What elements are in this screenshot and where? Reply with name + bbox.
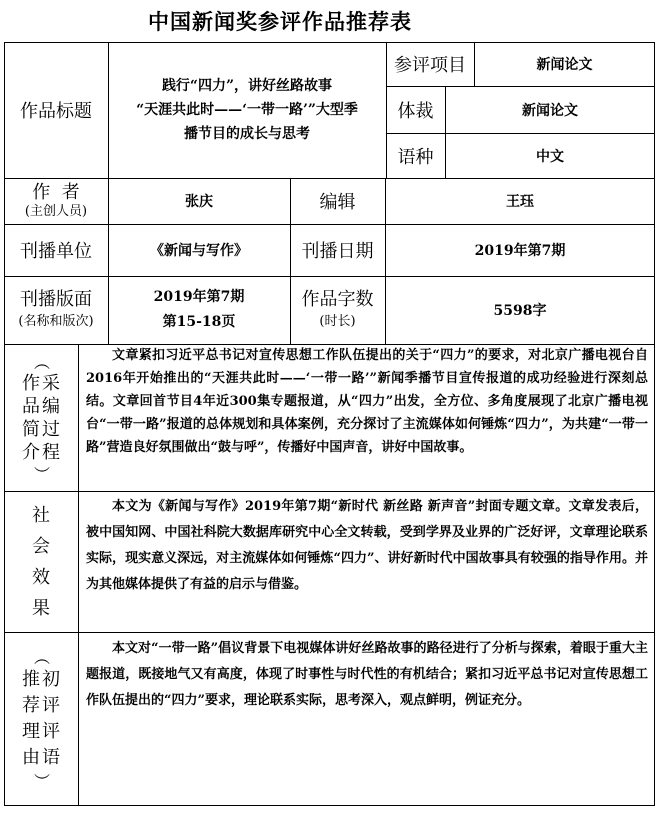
layout-line: 第15-18页 — [162, 314, 236, 330]
label-char: 荐 — [22, 695, 40, 716]
label-char: 采 — [42, 372, 60, 394]
label-char: 品 — [22, 395, 40, 417]
paren-open: （ — [31, 353, 51, 370]
effect-text: 本文为《新闻与写作》2019年第7期“新时代 新丝路 新声音”封面专题文章。文章发表后，被中国知网、中国社科院大数据库研究中心全文转载，受到学界及业界的广泛好评，文章理论联系实际，现实意义深远，对主流媒体如何锤炼“四力”、讲好新时代中国故事具有较强的指导作用。并为其他媒体提供了有益的启示与借鉴。 — [86, 499, 648, 592]
process-text: 文章紧扣习近平总书记对宣传思想工作队伍提出的关于“四力”的要求，对北京广播电视台自2016年开始推出的“天涯共此时——‘一带一路’”新闻季播节目宣传报道的成功经验进行深刻总结。文章回首节目4年近300集专题报道，从“四力”出发，全方位、多角度展现了北京广播电视台“一带一路”报道的总体规划和具体案例，充分探讨了主流媒体如何锤炼“四力”，为共建“一带一路”营造良好氛围做出“鼓与呼”，传播好中国声音，讲好中国故事。 — [86, 348, 648, 455]
recommend-text: 本文对“一带一路”倡议背景下电视媒体讲好丝路故事的路径进行了分析与探索，着眼于重大主题报道，既接地气又有高度，体现了时事性与时代性的有机结合；紧扣习近平总书记对宣传思想工作队伍提出的“四力”要求，理论联系实际，思考深入，观点鲜明，例证充分。 — [86, 641, 648, 708]
label-char: 语 — [42, 747, 60, 768]
genre-label: 体裁 — [397, 100, 434, 122]
layout-sublabel: (名称和版次) — [18, 314, 94, 329]
author-label: 作 者 — [32, 181, 80, 203]
page-title: 中国新闻奖参评作品推荐表 — [148, 9, 412, 34]
layout-value — [108, 276, 290, 344]
layout-line: 2019年第7期 — [153, 289, 245, 305]
label-char: 作 — [22, 372, 40, 394]
author-value: 张庆 — [185, 194, 213, 210]
publish-date-value: 2019年第7期 — [474, 243, 566, 259]
effect-label — [4, 491, 78, 632]
genre-value: 新闻论文 — [522, 102, 578, 119]
author-sublabel: (主创人员) — [24, 203, 88, 219]
editor-value: 王珏 — [506, 194, 534, 210]
work-title-value — [108, 42, 386, 178]
editor-label: 编辑 — [319, 192, 356, 213]
recommend-label — [4, 632, 78, 806]
word-count-value: 5598字 — [493, 303, 547, 319]
label-char: 评 — [42, 721, 60, 742]
entry-item-label: 参评项目 — [394, 55, 466, 76]
label-char: 介 — [22, 441, 40, 463]
word-count-sublabel: (时长) — [319, 314, 356, 329]
publish-date-label: 刊播日期 — [301, 241, 374, 262]
label-char: 评 — [42, 695, 60, 716]
label-char: 程 — [42, 441, 60, 463]
word-count-label-cell — [290, 276, 385, 344]
label-char: 效 — [32, 566, 50, 588]
language-value: 中文 — [536, 148, 564, 165]
label-char: 理 — [22, 721, 40, 742]
label-char: 过 — [42, 418, 60, 440]
paren-close: ） — [31, 772, 51, 790]
label-char: 会 — [32, 535, 50, 557]
paren-open: （ — [31, 648, 51, 666]
layout-label: 刊播版面 — [20, 289, 92, 310]
label-char: 编 — [42, 395, 60, 417]
work-title-label: 作品标题 — [20, 101, 92, 122]
publisher-label: 刊播单位 — [20, 241, 92, 262]
work-title-line: 播节目的成长与思考 — [184, 126, 310, 142]
label-char: 社 — [32, 504, 50, 526]
label-char: 果 — [32, 597, 50, 619]
work-title-line: 践行“四力”，讲好丝路故事 — [161, 78, 333, 94]
label-char: 初 — [42, 669, 60, 690]
layout-label-cell — [4, 276, 108, 344]
publisher-value: 《新闻与写作》 — [150, 243, 248, 259]
work-title-line: “天涯共此时——‘一带一路’”大型季 — [136, 102, 358, 118]
language-label: 语种 — [397, 146, 434, 168]
process-label — [4, 344, 78, 491]
label-char: 简 — [22, 418, 40, 440]
word-count-label: 作品字数 — [301, 289, 374, 310]
label-char: 推 — [22, 669, 40, 690]
label-char: 由 — [22, 747, 40, 768]
paren-close: ） — [31, 465, 51, 482]
entry-item-value: 新闻论文 — [536, 57, 593, 73]
author-label-cell — [4, 178, 108, 224]
